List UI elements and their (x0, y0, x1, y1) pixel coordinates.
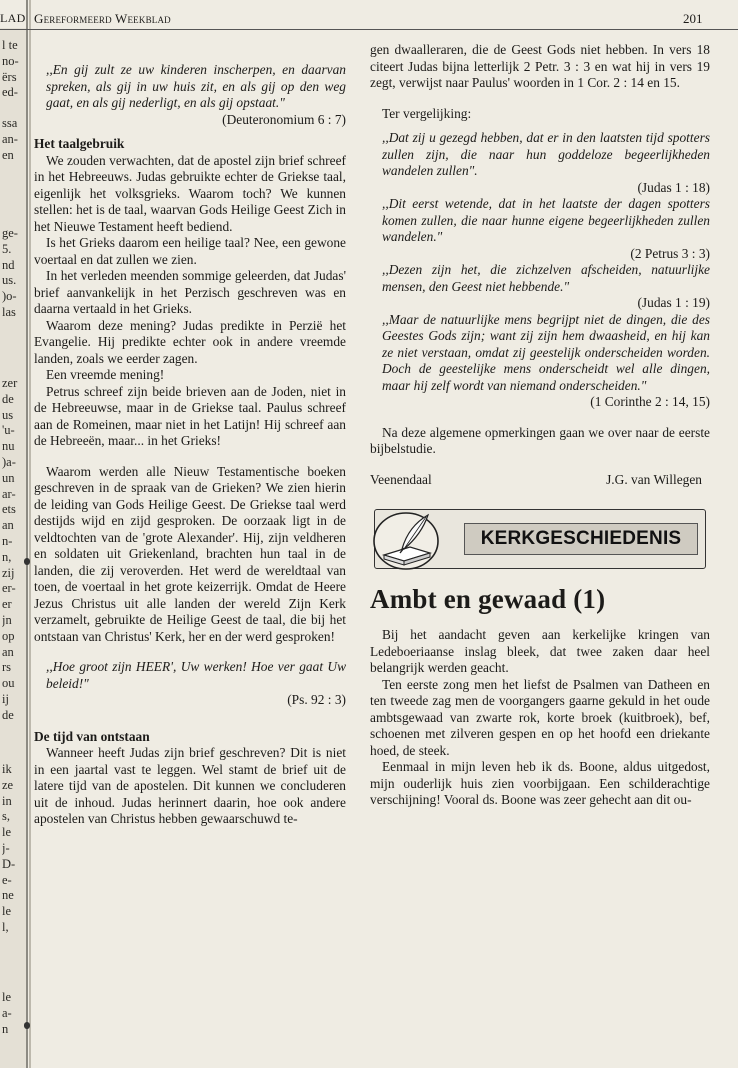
scripture-quote: ,,Dit eerst wetende, dat in het laatste der dagen spotters komen zullen, die naar hunne eigene begeerlijkheden zullen wandelen." (382, 196, 710, 244)
psalm-quote: ,,Hoe groot zijn HEER', Uw werken! Hoe ver gaat Uw beleid!" (46, 659, 346, 691)
paragraph: Waarom werden alle Nieuw Testamentische boeken geschreven in de spraak van de Grieken? We zien hierin de leiding van Gods Heilige Geest. De Griekse taal werd destijds wijd en zijd gesproken. De oorzaak ligt in de veldtochten van de 'grote Alexander'. Hij, zijn veldheren en soldaten uit Griekenland, brachten hun taal in de landen, die zij veroverden. Het werd de wereldtaal van toen, de voertaal in het grote keizerrijk. Omdat de Heere Jezus Christus uit alle landen der wereld Zijn Kerk verzamelt, gebruikte de Heilige Geest de taal, die bij het ontstaan van Christus' Kerk, her en der werd gesproken! (34, 463, 346, 644)
scripture-quote: ,,Maar de natuurlijke mens begrijpt niet de dingen, die des Geestes Gods zijn; want zij zijn hem dwaasheid, en hij kan ze niet verstaan, omdat zij geestelijk onderscheiden worden. Doch de geestelijke mens onderscheidt wel alle dingen, maar hij zelf wordt van niemand onderscheiden." (382, 311, 710, 393)
quill-book-icon (370, 503, 450, 573)
margin-mark (24, 558, 30, 565)
paragraph: We zouden verwachten, dat de apostel zijn brief schreef in het Hebreeuws. Judas gebruikte echter de Griekse taal, eigenlijk het volksgrieks. Waarom toch? We kunnen stellen: het is de taal, waarvan Gods Heilige Geest Zich in het Nieuwe Testament heeft bediend. (34, 152, 346, 234)
paragraph: Bij het aandacht geven aan kerkelijke kringen van Ledeboeriaanse inslag bleek, dat twee zaken daar heel belangrijk werden geacht. (370, 627, 710, 675)
scripture-quote-source: (1 Corinthe 2 : 14, 15) (590, 394, 710, 409)
paragraph: gen dwaalleraren, die de Geest Gods niet hebben. In vers 18 citeert Judas bijna letterlijk 2 Petr. 3 : 3 en wat hij in vers 19 zegt, verwijst naar Paulus' woorden in 1 Cor. 2 : 14 en 15. (370, 42, 710, 90)
section-banner (370, 503, 710, 573)
paragraph: Waarom deze mening? Judas predikte in Perzië het Evangelie. Hij predikte echter ook in andere vreemde landen, zoals we eerder zagen. (34, 317, 346, 366)
scripture-quote-source: (2 Petrus 3 : 3) (630, 245, 710, 261)
right-column (370, 42, 710, 809)
paragraph: Is het Grieks daarom een heilige taal? Nee, een gewone voertaal en dat zullen we zien. (34, 235, 346, 267)
paragraph: Een vreemde mening! (46, 367, 165, 382)
section-heading: Het taalgebruik (34, 136, 125, 151)
comparison-intro: Ter vergelijking: (382, 105, 472, 121)
margin-mark (24, 1022, 30, 1029)
article-title: Ambt en gewaad (1) (370, 583, 606, 614)
page-spine-line (26, 0, 28, 1068)
section-heading: De tijd van ontstaan (34, 728, 150, 744)
paragraph: Eenmaal in mijn leven heb ik ds. Boone, aldus uitgedost, mijn ouderlijk huis zien voorbijgaan. Een schilderachtige verschijning! Vooral ds. Boone was zeer gehecht aan dit ou- (370, 759, 710, 807)
signature-place: Veenendaal (370, 471, 432, 487)
paragraph: In het verleden meenden sommige geleerden, dat Judas' brief aanvankelijk in het Perzisch geschreven was en daarna vertaald in het Grieks. (34, 268, 346, 316)
signature-author: J.G. van Willegen (606, 471, 702, 487)
binding-line (29, 0, 31, 1068)
paragraph: Ten eerste zong men het liefst de Psalmen van Datheen en ten tweede zag men de voorgangers gaarne gekuld in het oude ambtsgewaad van zwarte rok, korte broek (kuitbroek), bef, schoenen met zilveren gespen en op het hoofd een driekante hoed, de steek. (370, 676, 710, 758)
running-header (0, 0, 738, 30)
left-column (34, 62, 346, 828)
scripture-quote-source: (Judas 1 : 19) (637, 295, 710, 310)
scripture-quote-source: (Judas 1 : 18) (637, 179, 710, 195)
scripture-quote: ,,Dat zij u gezegd hebben, dat er in den laatsten tijd spotters zullen zijn, die naar hun goddeloze begeerlijkheden wandelen zullen". (382, 130, 710, 178)
adjacent-page-text-fragment: l te no- ërs ed- (2, 38, 19, 100)
paragraph: Wanneer heeft Judas zijn brief geschreven? Dit is niet in een jaartal vast te leggen. Wel stamt de brief uit de latere tijd van de apostelen. Dit kunnen we concluderen uit de inhoud. Judas herinnert daarin, hoe ook andere apostelen van Christus hebben gewaarschuwd te- (34, 745, 346, 826)
scripture-quote: ,,Dezen zijn het, die zichzelven afscheiden, natuurlijke mensen, den Geest niet hebbende." (382, 262, 710, 294)
adjacent-page-text-fragment: ssa an- en (2, 116, 18, 162)
psalm-quote-source: (Ps. 92 : 3) (287, 692, 346, 707)
adjacent-page-text-fragment: zer de us 'u- nu )a- un ar- ets an n- n, zij er- er jn op an rs ou ij de (2, 376, 18, 722)
adjacent-page-text-fragment: ik ze in s, le j- D- e- ne le l, (2, 762, 16, 934)
section-banner-title: KERKGESCHIEDENIS (464, 523, 698, 555)
adjacent-page-text-fragment: le a- n (2, 990, 12, 1036)
previous-page-header-fragment: LAD (0, 11, 26, 25)
page-number: 201 (683, 11, 703, 26)
magazine-title: Gereformeerd Weekblad (34, 11, 171, 26)
closing-paragraph: Na deze algemene opmerkingen gaan we over naar de eerste bijbelstudie. (370, 424, 710, 456)
paragraph: Petrus schreef zijn beide brieven aan de Joden, niet in de Hebreeuwse, maar in de Griekse taal. Paulus schreef aan de Romeinen, maar niet in het Latijn! Hij schreef aan de Hebreeën, maar... in het Grieks! (34, 383, 346, 448)
opening-quote: ,,En gij zult ze uw kinderen inscherpen, en daarvan spreken, als gij in uw huis zit, en als gij op den weg gaat, en als gij nederligt, en als gij opstaat." (46, 62, 346, 110)
author-signature (370, 472, 710, 489)
opening-quote-source: (Deuteronomium 6 : 7) (222, 111, 346, 127)
adjacent-page-text-fragment: ge- 5. nd us. )o- las (2, 226, 18, 319)
